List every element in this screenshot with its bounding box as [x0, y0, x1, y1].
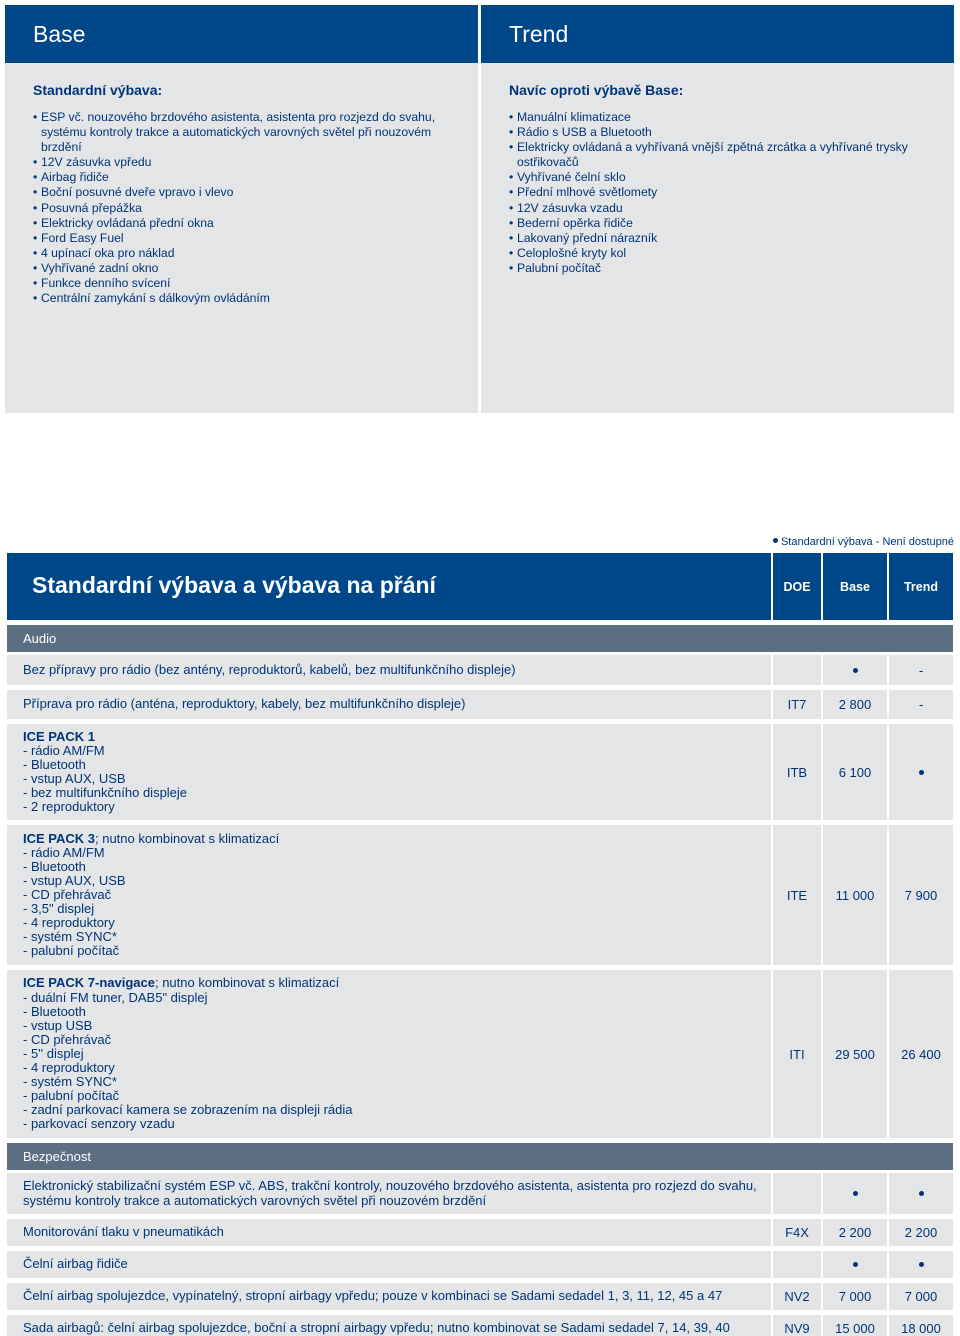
cell-trend	[889, 690, 953, 719]
description-text: Monitorování tlaku v pneumatikách	[23, 1224, 224, 1240]
description-text: - 2 reproduktory	[23, 799, 115, 815]
cell-doe	[773, 655, 821, 685]
description-line	[23, 1061, 761, 1075]
row-description	[7, 690, 771, 719]
cell-value: 26 400	[901, 1046, 941, 1062]
cell-doe	[773, 1219, 821, 1246]
description-line	[23, 1103, 761, 1117]
trim-subtitle: Navíc oproti výbavě Base:	[509, 82, 684, 98]
description-text: - bez multifunkčního displeje	[23, 785, 188, 801]
description-line	[23, 832, 761, 846]
trim-feature-item: • Lakovaný přední nárazník	[509, 231, 924, 246]
bullet-icon	[853, 1262, 858, 1267]
description-line	[23, 730, 761, 744]
description-text: - Bluetooth	[23, 858, 86, 874]
trim-title: Trend	[481, 5, 954, 63]
cell-base	[823, 655, 887, 685]
table-row	[7, 655, 953, 685]
description-text: - rádio AM/FM	[23, 844, 105, 860]
cell-doe	[773, 1283, 821, 1310]
cell-base	[823, 970, 887, 1138]
description-text: - duální FM tuner, DAB5" displej	[23, 989, 208, 1005]
bullet-icon	[853, 1191, 858, 1196]
description-line	[23, 1225, 761, 1239]
description-line	[23, 1005, 761, 1019]
bullet-icon	[919, 1262, 924, 1267]
table-row	[7, 724, 953, 820]
description-text: - vstup USB	[23, 1017, 93, 1033]
trim-feature-item: • Boční posuvné dveře vpravo i vlevo	[33, 185, 448, 200]
cell-value: ITB	[786, 764, 808, 780]
cell-value: 6 100	[838, 764, 872, 780]
description-line	[23, 976, 761, 990]
table-header	[7, 553, 953, 620]
cell-value: 7 000	[904, 1289, 938, 1304]
category-header: Bezpečnost	[7, 1143, 953, 1170]
cell-doe	[773, 724, 821, 820]
cell-doe	[773, 1251, 821, 1278]
description-line	[23, 786, 761, 800]
cell-base	[823, 690, 887, 719]
description-line	[23, 1047, 761, 1061]
trim-feature-item: • Celoplošné kryty kol	[509, 246, 924, 261]
cell-doe	[773, 970, 821, 1138]
description-line	[23, 1321, 761, 1335]
description-text: Elektronický stabilizační systém ESP vč. ABS, trakční kontroly, nouzového brzdového asistenta, asistenta pro rozjezd do svahu,	[23, 1178, 757, 1194]
cell-base	[823, 1283, 887, 1310]
cell-base	[823, 724, 887, 820]
table-row	[7, 1251, 953, 1278]
trim-panel-base	[5, 5, 478, 413]
cell-base	[823, 1251, 887, 1278]
cell-value: 2 200	[838, 1225, 872, 1240]
cell-value: IT7	[787, 697, 807, 712]
table-row	[7, 970, 953, 1138]
description-line	[23, 1019, 761, 1033]
cell-trend	[889, 655, 953, 685]
trim-subtitle: Standardní výbava:	[33, 82, 163, 98]
bullet-icon	[853, 668, 858, 673]
trim-feature-item: • Airbag řidiče	[33, 170, 448, 185]
cell-trend	[889, 1251, 953, 1278]
description-text: - vstup AUX, USB	[23, 872, 126, 888]
cell-doe	[773, 825, 821, 965]
cell-value: -	[918, 662, 924, 678]
trim-feature-item: • Přední mlhové světlomety	[509, 185, 924, 200]
category-header: Audio	[7, 625, 953, 652]
cell-trend	[889, 1315, 953, 1336]
table-title: Standardní výbava a výbava na přání	[7, 553, 771, 620]
description-text: - 3,5" displej	[23, 901, 95, 917]
cell-value: F4X	[785, 1225, 809, 1240]
table-row	[7, 690, 953, 719]
description-line	[23, 874, 761, 888]
table-row	[7, 1315, 953, 1336]
description-text: - CD přehrávač	[23, 886, 112, 902]
legend	[773, 536, 954, 548]
trim-feature-item: • Manuální klimatizace	[509, 110, 924, 125]
description-line	[23, 1075, 761, 1089]
cell-value: NV9	[784, 1321, 810, 1336]
cell-value: 29 500	[835, 1046, 875, 1062]
cell-value: 18 000	[901, 1321, 941, 1336]
description-line	[23, 1289, 761, 1303]
cell-base	[823, 825, 887, 965]
description-bold: ICE PACK 3	[23, 830, 95, 846]
trim-panel-trend	[481, 5, 954, 413]
description-line	[23, 902, 761, 916]
cell-value: 7 900	[904, 887, 938, 903]
description-text: - palubní počítač	[23, 943, 120, 959]
trim-feature-item: • Vyhřívané zadní okno	[33, 261, 448, 276]
cell-doe	[773, 1315, 821, 1336]
cell-value: 11 000	[835, 887, 875, 903]
trim-feature-item: • Funkce denního svícení	[33, 276, 448, 291]
cell-trend	[889, 724, 953, 820]
cell-trend	[889, 1219, 953, 1246]
trim-feature-item: • Elektricky ovládaná přední okna	[33, 216, 448, 231]
description-text: - 5'' displej	[23, 1045, 84, 1061]
description-text: - palubní počítač	[23, 1088, 120, 1104]
cell-base	[823, 1173, 887, 1214]
description-line	[23, 944, 761, 958]
table-row	[7, 825, 953, 965]
trim-feature-item: • ESP vč. nouzového brzdového asistenta, asistenta pro rozjezd do svahu, systému kontroly trakce a automatických varovných světel při nouzovém brzdění	[33, 110, 448, 155]
column-header-doe: DOE	[773, 553, 821, 620]
cell-value: 2 200	[904, 1225, 938, 1240]
row-description	[7, 1315, 771, 1336]
cell-doe	[773, 690, 821, 719]
cell-doe	[773, 1173, 821, 1214]
description-text: - zadní parkovací kamera se zobrazením na displeji rádia	[23, 1102, 353, 1118]
description-line	[23, 888, 761, 902]
description-line	[23, 916, 761, 930]
row-description	[7, 1173, 771, 1214]
row-description	[7, 1251, 771, 1278]
bullet-icon	[919, 1191, 924, 1196]
description-text: - rádio AM/FM	[23, 742, 105, 758]
description-text: ; nutno kombinovat s klimatizací	[154, 975, 340, 991]
description-bold: ICE PACK 1	[23, 728, 95, 744]
description-text: Příprava pro rádio (anténa, reproduktory, kabely, bez multifunkčního displeje)	[23, 696, 466, 712]
table-row	[7, 1283, 953, 1310]
description-text: - parkovací senzory vzadu	[23, 1116, 175, 1132]
description-line	[23, 1089, 761, 1103]
cell-value: -	[918, 697, 924, 712]
cell-value: NV2	[784, 1289, 810, 1304]
description-text: - Bluetooth	[23, 1003, 86, 1019]
description-text: - vstup AUX, USB	[23, 771, 126, 786]
description-line	[23, 860, 761, 874]
table-row	[7, 1173, 953, 1214]
trim-title: Base	[5, 5, 478, 63]
cell-value: ITE	[786, 887, 808, 903]
table-row	[7, 1219, 953, 1246]
description-text: Bez přípravy pro rádio (bez antény, reproduktorů, kabelů, bez multifunkčního displeje)	[23, 661, 516, 677]
description-bold: ICE PACK 7-navigace	[23, 975, 155, 991]
description-line	[23, 1117, 761, 1131]
description-line	[23, 1194, 761, 1208]
description-text: Sada airbagů: čelní airbag spolujezdce, boční a stropní airbagy vpředu; nutno kombinovat se Sadami sedadel 7, 14, 39, 40	[23, 1320, 730, 1336]
bullet-icon	[773, 538, 778, 543]
table-body	[7, 625, 953, 1336]
cell-value: ITI	[789, 1046, 805, 1062]
trim-feature-item: • Bederní opěrka řidiče	[509, 216, 924, 231]
trim-feature-item: • 4 upínací oka pro náklad	[33, 246, 448, 261]
trim-feature-item: • Elektricky ovládaná a vyhřívaná vnější zpětná zrcátka a vyhřívané trysky ostřikovačů	[509, 140, 924, 170]
description-text: - systém SYNC*	[23, 1074, 117, 1090]
trim-feature-list	[509, 110, 924, 276]
row-description	[7, 1219, 771, 1246]
column-header-base: Base	[823, 553, 887, 620]
cell-trend	[889, 1173, 953, 1214]
equipment-table	[7, 553, 953, 1336]
description-text: - CD přehrávač	[23, 1031, 112, 1047]
description-line	[23, 663, 761, 677]
cell-trend	[889, 825, 953, 965]
trim-feature-item: • 12V zásuvka vzadu	[509, 201, 924, 216]
description-line	[23, 846, 761, 860]
description-line	[23, 758, 761, 772]
cell-value: 2 800	[838, 697, 872, 712]
trim-feature-item: • 12V zásuvka vpředu	[33, 155, 448, 170]
description-text: ; nutno kombinovat s klimatizací	[95, 830, 280, 846]
description-line	[23, 1179, 761, 1193]
row-description	[7, 1283, 771, 1310]
cell-base	[823, 1315, 887, 1336]
description-line	[23, 744, 761, 758]
cell-value: 15 000	[835, 1321, 875, 1336]
trim-feature-item: • Posuvná přepážka	[33, 201, 448, 216]
trim-feature-list	[33, 110, 448, 306]
description-text: - 4 reproduktory	[23, 1060, 115, 1076]
legend-text: Standardní výbava - Není dostupné	[780, 536, 954, 548]
row-description	[7, 655, 771, 685]
trim-feature-item: • Rádio s USB a Bluetooth	[509, 125, 924, 140]
description-text: - Bluetooth	[23, 756, 86, 772]
row-description	[7, 970, 771, 1138]
trim-feature-item: • Palubní počítač	[509, 261, 924, 276]
description-line	[23, 1033, 761, 1047]
description-text: Čelní airbag spolujezdce, vypínatelný, stropní airbagy vpředu; pouze v kombinaci se Sadami sedadel 1, 3, 11, 12, 45 a 47	[23, 1288, 723, 1304]
description-text: systému kontroly trakce a automatických varovných světel při nouzovém brzdění	[23, 1192, 487, 1208]
cell-base	[823, 1219, 887, 1246]
trim-feature-item: • Vyhřívané čelní sklo	[509, 170, 924, 185]
description-text: - 4 reproduktory	[23, 915, 115, 931]
description-text: Čelní airbag řidiče	[23, 1256, 128, 1272]
row-description	[7, 825, 771, 965]
trim-feature-item: • Centrální zamykání s dálkovým ovládáním	[33, 291, 448, 306]
column-header-trend: Trend	[889, 553, 953, 620]
description-line	[23, 772, 761, 786]
description-line	[23, 1257, 761, 1271]
row-description	[7, 724, 771, 820]
description-line	[23, 991, 761, 1005]
cell-trend	[889, 1283, 953, 1310]
trim-feature-item: • Ford Easy Fuel	[33, 231, 448, 246]
description-line	[23, 697, 761, 711]
bullet-icon	[919, 770, 924, 775]
cell-trend	[889, 970, 953, 1138]
description-line	[23, 930, 761, 944]
cell-value: 7 000	[838, 1289, 872, 1304]
description-line	[23, 800, 761, 814]
description-text: - systém SYNC*	[23, 929, 117, 945]
